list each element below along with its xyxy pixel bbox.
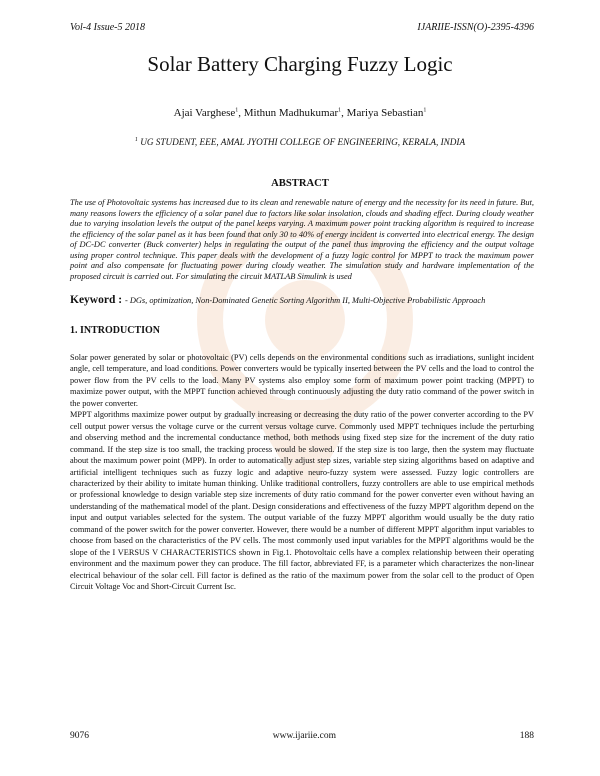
introduction-body — [70, 352, 534, 593]
author-name: Ajai Varghese — [173, 107, 236, 119]
section-heading-introduction: 1. INTRODUCTION — [70, 325, 161, 336]
author-list: Ajai Varghese$^1$, Mithun Madhukumar$^1$, Mariya Sebastian$^1$ — [173, 107, 427, 119]
keywords-text: - DGs, optimization, Non-Dominated Genetic Sorting Algorithm II, Multi-Objective Probabilistic Approach — [124, 296, 486, 305]
header-volume: Vol-4 Issue-5 2018 — [70, 22, 145, 33]
footer-website: www.ijariie.com — [272, 731, 336, 741]
author-affiliation-mark: 1 — [423, 107, 427, 114]
affiliation-mark: 1 — [134, 136, 138, 143]
author-affiliation-mark: 1 — [235, 107, 239, 114]
keywords — [70, 295, 534, 307]
body-paragraph: Solar power generated by solar or photovoltaic (PV) cells depends on the environmental conditions such as irradiations, sunlight incident angle, cell temperature, and load conditions. Power converters would be typically inserted between the PV cells and the load to control the power flow from the PV cells to the load. Many PV systems also employ some form of maximum power point tracking (MPPT) to maximize power output, with the MPPT function achieved through continuously adjusting the duty ratio command of the power switch in the power converter. — [70, 353, 534, 408]
abstract-text: The use of Photovoltaic systems has increased due to its clean and renewable nature of energy and the necessity for its need in future. But, many reasons lowers the efficiency of a solar panel due to factors like solar insolation, clouds and shading effect. During cloudy weather due to varying insolation levels the output of the panel keeps varying. A maximum power point tracking algorithm is required to increase the efficiency of the solar panel as it has been found that only 30 to 40% of energy incident is converted into electrical energy. The design of DC-DC converter (Buck converter) helps in regulating the output of the panel thus improving the efficiency and the output voltage using proper control technique. This paper deals with the development of a fuzzy logic control for MPPT to track the maximum power point and also compensate for fluctuating power during cloudy weather. The simulation study and hardware implementation of the proposed circuit is carried out. For simulating the circuit MATLAB Simulink is used — [70, 198, 534, 281]
body-paragraph: MPPT algorithms maximize power output by gradually increasing or decreasing the duty ratio of the power converter according to the PV cell output power versus the voltage curve or the current versus voltage curve. Commonly used MPPT techniques include the perturbing and observing method and the incremental conductance method, both methods using fixed step size for the increment of the duty ratio command. If the step size is too small, the tracking process would be slowed. If the step size is too large, then the system may fluctuate about the maximum power point (MPP). In order to automatically adjust step sizes, variable step sizing algorithms based on adaptive and artificial intelligent techniques such as fuzzy logic and adaptive neuro-fuzzy system were assessed. Fuzzy logic controllers are characterized by their ability to imitate human thinking. Unlike traditional controllers, fuzzy controllers are able to use empirical methods or professional knowledge to design variable step size increments of duty ratio command for the power converter even without having an understanding of the mathematical model of the plant. Design considerations and effectiveness of the fuzzy MPPT algorithm depend on the input and output variables selected for the system. The output variable of the fuzzy MPPT algorithm would usually be the duty ratio command of the power switch for the power converter. However, there would be a number of different MPPT algorithm input variables to choose from based on the characteristics of the PV cells. The most commonly used input variables for the MPPT algorithms would be the slope of the I VERSUS V CHARACTERISTICS shown in Fig.1. Photovoltaic cells have a complex relationship between their operating environment and the maximum power they can produce. The fill factor, abbreviated FF, is a parameter which characterizes the non-linear electrical behaviour of the solar cell. Fill factor is defined as the ratio of the maximum power from the solar cell to the product of Open Circuit Voltage Voc and Short-Circuit Current Isc. — [70, 410, 534, 592]
footer-article-number: 9076 — [70, 731, 89, 741]
keywords-label: Keyword : — [70, 294, 125, 306]
running-header — [70, 22, 534, 33]
author-name: Mithun Madhukumar — [243, 107, 339, 119]
author-affiliation-mark: 1 — [338, 107, 342, 114]
header-issn: IJARIIE-ISSN(O)-2395-4396 — [417, 22, 534, 33]
abstract-heading: ABSTRACT — [271, 178, 329, 189]
author-name: Mariya Sebastian — [346, 107, 424, 119]
page-footer — [70, 731, 534, 741]
affiliation-text: UG STUDENT, EEE, AMAL JYOTHI COLLEGE OF ENGINEERING, KERALA, INDIA — [137, 137, 466, 147]
paper-title: Solar Battery Charging Fuzzy Logic — [147, 52, 453, 76]
author-affiliation — [0, 137, 600, 147]
footer-page-number: 188 — [519, 731, 534, 741]
